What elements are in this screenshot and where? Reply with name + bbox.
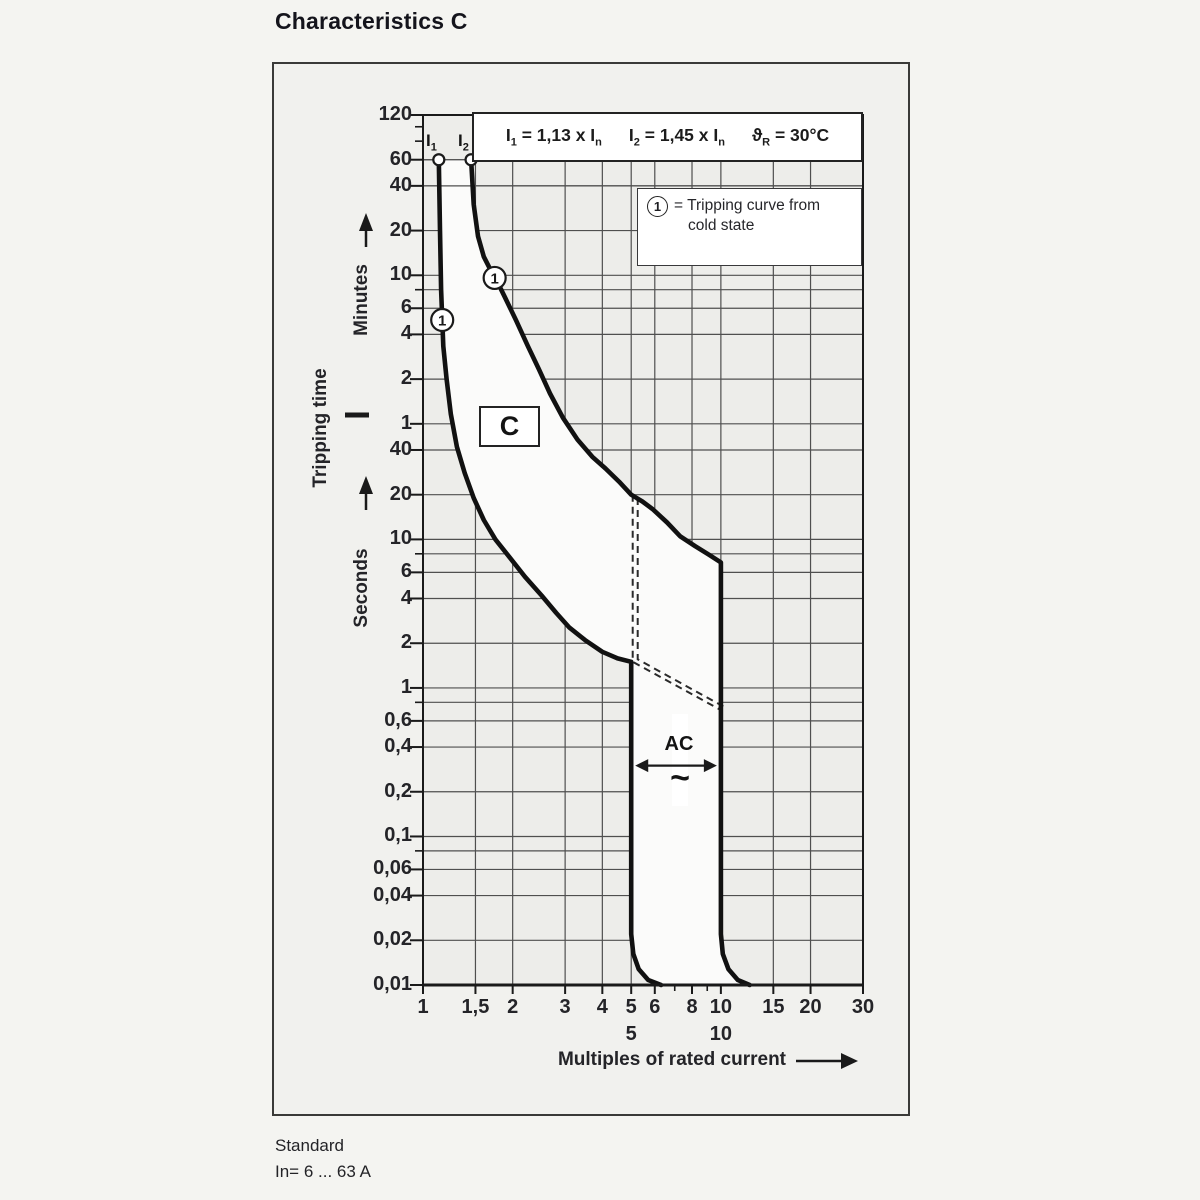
y-tick-label: 0,4 bbox=[384, 735, 412, 758]
formula-i2: $I_2 = 1,45$ x $I_n$ bbox=[628, 125, 725, 149]
y-tick-label: 0,1 bbox=[384, 824, 412, 847]
y-tick-label: 40 bbox=[389, 437, 412, 460]
x-tick-label-row2: 10 bbox=[709, 1023, 732, 1045]
curve-marker-number: 1 bbox=[490, 270, 499, 288]
x-tick-label: 15 bbox=[762, 996, 785, 1018]
x-tick-label-row2: 5 bbox=[625, 1023, 637, 1045]
y-tick-label: 4 bbox=[400, 586, 412, 609]
x-tick-label: 1,5 bbox=[461, 996, 490, 1018]
formula-temp: $ϑ_R = 30^\circ C$ bbox=[751, 125, 830, 149]
y-tick-label: 20 bbox=[389, 218, 412, 241]
x-tick-label: 30 bbox=[851, 996, 875, 1018]
y-tick-label: 120 bbox=[378, 103, 412, 125]
x-tick-label: 4 bbox=[596, 996, 608, 1018]
y-tick-label: 0,06 bbox=[373, 857, 412, 880]
y-tick-label: 0,6 bbox=[384, 708, 412, 731]
formula-i1: $I_1 = 1,13$ x $I_n$ bbox=[505, 125, 602, 149]
ac-region-label: AC bbox=[664, 733, 694, 755]
page-title: Characteristics C bbox=[275, 8, 468, 34]
curve-class-label: C bbox=[499, 411, 520, 441]
y-tick-label: 2 bbox=[400, 631, 412, 654]
ac-highlight-stripe bbox=[672, 714, 688, 806]
legend-circled-1-icon: 1 bbox=[647, 196, 668, 217]
axis-unit-arrowhead bbox=[359, 213, 373, 231]
y-tick-label: 1 bbox=[400, 411, 412, 434]
y-tick-label: 4 bbox=[400, 322, 412, 345]
y-tick-label: 0,2 bbox=[384, 779, 412, 802]
i2-curve-label: $I_2$ bbox=[458, 131, 469, 154]
x-tick-label: 20 bbox=[799, 996, 822, 1018]
x-axis-title-arrowhead bbox=[841, 1053, 858, 1069]
curve-start-circle bbox=[466, 154, 477, 165]
footer-rated-current-range: In= 6 ... 63 A bbox=[275, 1162, 371, 1181]
y-tick-label: 40 bbox=[389, 173, 412, 196]
y-axis-units-seconds: Seconds bbox=[351, 548, 372, 628]
x-tick-label: 3 bbox=[559, 996, 571, 1018]
x-tick-label: 10 bbox=[709, 996, 732, 1018]
y-tick-label: 20 bbox=[389, 482, 412, 505]
y-tick-label: 0,02 bbox=[373, 928, 412, 951]
y-tick-label: 10 bbox=[389, 263, 412, 286]
y-axis-title: Tripping time bbox=[310, 368, 331, 488]
axis-unit-arrowhead bbox=[359, 476, 373, 494]
y-tick-label: 0,04 bbox=[373, 883, 412, 906]
x-axis-title: Multiples of rated current bbox=[557, 1049, 786, 1070]
x-tick-label: 2 bbox=[507, 996, 519, 1018]
legend-text: = Tripping curve from cold state bbox=[674, 197, 821, 234]
y-tick-label: 2 bbox=[400, 367, 412, 390]
y-axis-units-minutes: Minutes bbox=[351, 264, 372, 336]
i1-curve-label: $I_1$ bbox=[426, 131, 437, 154]
footer-standard: Standard bbox=[275, 1136, 344, 1155]
y-tick-label: 0,01 bbox=[373, 973, 412, 995]
y-tick-label: 1 bbox=[400, 675, 412, 698]
ac-wave-icon: ~ bbox=[670, 759, 690, 797]
curve-start-circle bbox=[433, 154, 444, 165]
y-tick-label: 60 bbox=[389, 147, 412, 170]
x-tick-label: 1 bbox=[417, 996, 429, 1018]
y-tick-label: 6 bbox=[400, 296, 412, 319]
x-tick-label: 6 bbox=[649, 996, 661, 1018]
y-tick-label: 10 bbox=[389, 527, 412, 550]
x-tick-label: 5 bbox=[625, 996, 637, 1018]
x-tick-label: 8 bbox=[686, 996, 698, 1018]
curve-marker-number: 1 bbox=[438, 312, 447, 330]
y-tick-label: 6 bbox=[400, 560, 412, 583]
